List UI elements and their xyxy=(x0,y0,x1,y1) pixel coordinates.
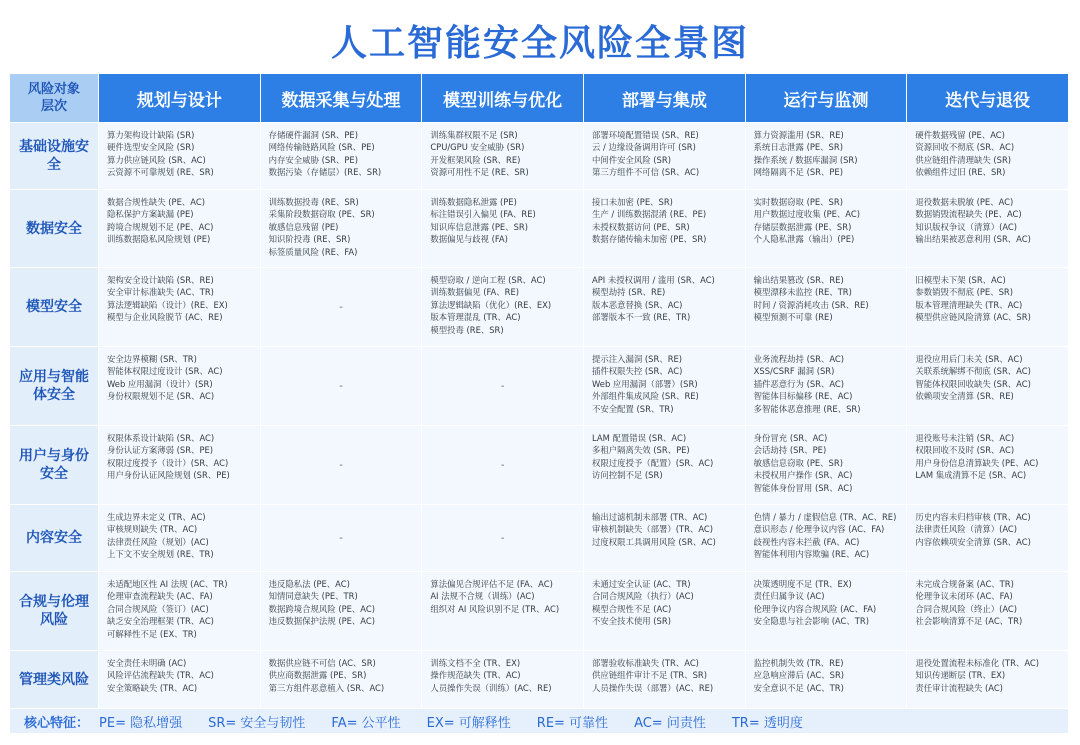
matrix-cell xyxy=(584,505,745,571)
risk-item: CPU/GPU 安全威胁 (SR) xyxy=(430,142,525,153)
risk-item: 用户数据过度收集 (PE、AC) xyxy=(753,209,860,220)
risk-item: 社会影响清算不足 (AC、TR) xyxy=(915,616,1023,627)
matrix-cell xyxy=(907,123,1068,189)
risk-item: 未适配地区性 AI 法规 (AC、TR) xyxy=(107,579,228,589)
risk-item: 退役账号未注销 (SR、AC) xyxy=(915,433,1015,443)
risk-item: 伦理争议未闭环 (AC、FA) xyxy=(915,591,1013,602)
risk-item: 资源可用性不足 (RE、SR) xyxy=(430,167,529,178)
risk-item: 责任归属争议 (AC) xyxy=(753,591,825,602)
risk-item: 安全审计标准缺失 (AC、TR) xyxy=(107,287,214,298)
risk-item: 上下文不安全规划 (RE、TR) xyxy=(107,549,214,560)
risk-item: 智能体权限回收缺失 (SR、AC) xyxy=(915,378,1031,389)
risk-item: 智能体目标偏移 (RE、AC) xyxy=(753,391,853,402)
risk-item: 采集阶段数据窃取 (PE、SR) xyxy=(268,209,375,220)
matrix-cell xyxy=(746,190,907,267)
risk-item: 模型合规性不足 (AC) xyxy=(592,603,672,614)
risk-item: 训练数据隐私泄露 (PE) xyxy=(430,197,517,207)
matrix-cell xyxy=(99,123,260,189)
corner-label-line2: 层次 xyxy=(40,99,67,114)
risk-item: 算力架构设计缺陷 (SR) xyxy=(107,130,195,140)
risk-item: 输出结果被恶意利用 (SR、AC) xyxy=(915,234,1031,245)
empty-marker: - xyxy=(339,301,343,313)
matrix-cell xyxy=(907,268,1068,346)
risk-item: 安全意识不足 (AC、TR) xyxy=(753,682,844,693)
risk-item: 训练数据隐私风险规划 (PE) xyxy=(107,234,211,245)
risk-item: 合同合规风险（执行）(AC) xyxy=(592,591,694,602)
matrix-cell xyxy=(584,190,745,267)
risk-item: 算力供应链风险 (SR、AC) xyxy=(107,154,206,165)
risk-item: 模型漂移未监控 (RE、TR) xyxy=(753,287,852,298)
legend-item: TR= 透明度 xyxy=(731,715,803,731)
risk-item: 时间 / 资源消耗攻击 (SR、RE) xyxy=(753,299,869,310)
risk-item: 部署版本不一致 (RE、TR) xyxy=(592,312,691,323)
matrix-cell xyxy=(746,347,907,425)
legend-label: 核心特征： xyxy=(24,715,90,731)
matrix-cell xyxy=(261,190,422,267)
risk-item: 身份权限规划不足 (SR、AC) xyxy=(107,391,215,402)
risk-item: 数据供应链不可信 (AC、SR) xyxy=(268,658,376,668)
row-header: 模型安全 xyxy=(10,268,98,346)
risk-item: 数据污染（存储层）(RE、SR) xyxy=(268,167,382,178)
risk-item: 生产 / 训练数据混淆 (RE、PE) xyxy=(592,209,707,220)
risk-item: 智能体身份冒用 (SR、AC) xyxy=(753,482,853,493)
matrix-cell xyxy=(422,347,583,425)
matrix-cell xyxy=(99,190,260,267)
risk-item: 供应链组件清理缺失 (SR) xyxy=(915,154,1012,165)
risk-item: 云资源不可靠规划 (RE、SR) xyxy=(107,167,214,178)
risk-item: 算力资源滥用 (SR、RE) xyxy=(753,130,844,140)
risk-item: 权限体系设计缺陷 (SR、AC) xyxy=(107,433,215,443)
matrix-cell xyxy=(584,651,745,708)
risk-item: 操作规范缺失 (TR、AC) xyxy=(430,670,521,681)
empty-marker: - xyxy=(500,380,505,392)
matrix-cell xyxy=(746,123,907,189)
matrix-cell xyxy=(99,268,260,346)
risk-item: 输出结果篡改 (SR、RE) xyxy=(753,275,844,285)
risk-item: 内容依赖项安全清算 (SR、AC) xyxy=(915,536,1031,547)
risk-item: 内存安全威胁 (SR、PE) xyxy=(268,154,358,165)
risk-item: 违反隐私法 (PE、AC) xyxy=(268,579,350,589)
matrix-cell xyxy=(422,651,583,708)
risk-item: 数据合规性缺失 (PE、AC) xyxy=(107,197,205,207)
risk-item: 未通过安全认证 (AC、TR) xyxy=(592,579,691,589)
risk-item: 提示注入漏洞 (SR、RE) xyxy=(592,354,683,364)
matrix-cell xyxy=(746,268,907,346)
risk-item: 退役处置流程未标准化 (TR、AC) xyxy=(915,658,1040,668)
page-title: 人工智能安全风险全景图 xyxy=(330,23,749,64)
risk-item: 训练数据投毒 (RE、SR) xyxy=(268,197,359,207)
risk-item: Web 应用漏洞（设计）(SR) xyxy=(107,378,213,389)
matrix-cell xyxy=(422,426,583,504)
risk-item: 审核机制缺失（部署）(TR、AC) xyxy=(592,524,714,535)
empty-marker: - xyxy=(500,459,505,471)
risk-item: AI 法规不合规（训练）(AC) xyxy=(430,591,535,602)
matrix-cell xyxy=(261,347,422,425)
risk-item: 依赖项安全清算 (SR、RE) xyxy=(915,391,1014,402)
risk-item: 缺乏安全治理框架 (TR、AC) xyxy=(107,616,214,627)
risk-item: 未授权数据访问 (PE、SR) xyxy=(592,221,690,232)
legend-item: RE= 可靠性 xyxy=(536,715,609,731)
risk-item: 业务流程劫持 (SR、AC) xyxy=(753,354,845,364)
risk-item: 架构安全设计缺陷 (SR、RE) xyxy=(107,275,214,285)
risk-item: 知识阶投毒 (RE、SR) xyxy=(268,234,351,245)
matrix-cell xyxy=(261,268,422,346)
risk-item: 色情 / 暴力 / 虚假信息 (TR、AC、RE) xyxy=(753,512,897,522)
row-header: 基础设施安全 xyxy=(10,123,98,189)
risk-item: 数据偏见与歧视 (FA) xyxy=(430,234,508,245)
risk-item: XSS/CSRF 漏洞 (SR) xyxy=(753,366,835,377)
matrix-cell xyxy=(99,505,260,571)
risk-item: 数据存储传输未加密 (PE、SR) xyxy=(592,234,707,245)
matrix-cell xyxy=(907,347,1068,425)
row-header: 用户与身份安全 xyxy=(10,426,98,504)
row-header: 合规与伦理风险 xyxy=(10,572,98,650)
risk-item: 版本管理清理缺失 (TR、AC) xyxy=(915,299,1023,310)
risk-item: 不安全技术使用 (SR) xyxy=(592,616,671,627)
matrix-cell xyxy=(584,123,745,189)
risk-item: 多租户隔离失效 (SR、PE) xyxy=(592,445,690,456)
risk-item: LAM 配置错误 (SR、AC) xyxy=(592,433,687,443)
risk-item: 人员操作失误（训练）(AC、RE) xyxy=(430,682,552,693)
risk-item: 个人隐私泄露（输出）(PE) xyxy=(753,234,855,245)
risk-item: 伦理审查流程缺失 (AC、FA) xyxy=(107,591,213,602)
matrix-cell xyxy=(584,347,745,425)
risk-item: 训练集群权限不足 (SR) xyxy=(430,130,518,140)
risk-item: 身份认证方案薄弱 (SR、PE) xyxy=(107,445,214,456)
matrix-cell xyxy=(261,426,422,504)
risk-matrix xyxy=(10,74,1068,708)
matrix-cell xyxy=(422,190,583,267)
risk-item: 用户身份认证风险规划 (SR、PE) xyxy=(107,470,230,481)
risk-item: 合同合规风险（签订）(AC) xyxy=(107,603,209,614)
matrix-cell xyxy=(422,123,583,189)
matrix-cell xyxy=(584,426,745,504)
matrix-cell xyxy=(261,505,422,571)
risk-item: 权限过度授予（设计）(SR、AC) xyxy=(107,457,229,468)
risk-item: 责任审计流程缺失 (AC) xyxy=(915,682,1003,693)
matrix-cell xyxy=(261,651,422,708)
risk-item: 知识库信息泄露 (PE、SR) xyxy=(430,221,529,232)
risk-item: 模型供应链风险清算 (AC、SR) xyxy=(915,312,1031,323)
matrix-cell xyxy=(261,123,422,189)
risk-item: 算法逻辑缺陷（设计）(RE、EX) xyxy=(107,299,228,310)
risk-item: 版本管理混乱 (TR、AC) xyxy=(430,312,521,323)
risk-item: 训练文档不全 (TR、EX) xyxy=(430,658,521,668)
matrix-cell xyxy=(584,572,745,650)
risk-item: 智能体权限过度设计 (SR、AC) xyxy=(107,366,223,377)
risk-item: 可解释性不足 (EX、TR) xyxy=(107,628,197,639)
matrix-cell xyxy=(261,572,422,650)
risk-item: 多智能体恶意推理 (RE、SR) xyxy=(753,403,861,414)
risk-item: 插件恶意行为 (SR、AC) xyxy=(753,378,845,389)
risk-item: 用户身份信息清算缺失 (PE、AC) xyxy=(915,457,1039,468)
risk-item: 身份冒充 (SR、AC) xyxy=(753,433,828,443)
risk-item: 知识传递断层 (TR、EX) xyxy=(915,670,1006,681)
column-header: 数据采集与处理 xyxy=(261,74,422,122)
column-header: 规划与设计 xyxy=(99,74,260,122)
risk-item: 歧视性内容未拦截 (FA、AC) xyxy=(753,536,860,547)
risk-item: 供应商数据泄露 (PE、SR) xyxy=(268,670,367,681)
risk-item: 不安全配置 (SR、TR) xyxy=(592,403,674,414)
matrix-cell xyxy=(584,268,745,346)
risk-item: 生成边界未定义 (TR、AC) xyxy=(107,512,206,522)
matrix-cell xyxy=(99,347,260,425)
risk-item: 智能体利用内容欺骗 (RE、AC) xyxy=(753,549,870,560)
risk-item: 接口未加密 (PE、SR) xyxy=(592,197,673,207)
risk-item: 硬件数据残留 (PE、AC) xyxy=(915,130,1005,140)
risk-item: 法律责任风险（规划）(AC) xyxy=(107,536,209,547)
risk-item: 供应链组件审计不足 (TR、SR) xyxy=(592,670,708,681)
matrix-cell xyxy=(746,651,907,708)
risk-item: 未完成合规备案 (AC、TR) xyxy=(915,579,1014,589)
risk-item: 历史内容未归档审核 (TR、AC) xyxy=(915,512,1031,522)
row-header: 管理类风险 xyxy=(10,651,98,708)
matrix-cell xyxy=(907,572,1068,650)
risk-item: 算法逻辑缺陷（优化）(RE、EX) xyxy=(430,299,552,310)
risk-item: 算法偏见合规评估不足 (FA、AC) xyxy=(430,579,553,589)
risk-item: 部署环境配置错误 (SR、RE) xyxy=(592,130,699,140)
empty-marker: - xyxy=(500,532,505,544)
empty-marker: - xyxy=(339,532,343,544)
risk-item: API 未授权调用 / 滥用 (SR、AC) xyxy=(592,275,715,285)
risk-item: 退役数据未脱敏 (PE、AC) xyxy=(915,197,1014,207)
risk-item: 版本恶意替换 (SR、AC) xyxy=(592,299,683,310)
risk-item: 模型与企业风险脱节 (AC、RE) xyxy=(107,312,223,323)
risk-item: 模型预测不可靠 (RE) xyxy=(753,312,833,323)
empty-marker: - xyxy=(339,459,343,471)
row-header: 应用与智能体安全 xyxy=(10,347,98,425)
risk-item: 审核规则缺失 (TR、AC) xyxy=(107,524,198,535)
risk-item: 组织对 AI 风险识别不足 (TR、AC) xyxy=(430,603,560,614)
risk-item: 知情同意缺失 (PE、TR) xyxy=(268,591,358,602)
risk-item: 标签质量风险 (RE、FA) xyxy=(268,246,358,257)
matrix-cell xyxy=(907,651,1068,708)
risk-item: 第三方组件恶意植入 (SR、AC) xyxy=(268,682,385,693)
risk-item: 退役应用后门未关 (SR、AC) xyxy=(915,354,1023,364)
matrix-cell xyxy=(422,572,583,650)
risk-item: 硬件选型安全风险 (SR) xyxy=(107,142,195,153)
column-header: 迭代与退役 xyxy=(907,74,1068,122)
matrix-cell xyxy=(746,426,907,504)
legend-item: FA= 公平性 xyxy=(331,715,401,731)
risk-item: 标注错误引入偏见 (FA、RE) xyxy=(430,209,536,220)
matrix-cell xyxy=(746,505,907,571)
matrix-cell xyxy=(907,426,1068,504)
risk-item: 访问控制不足 (SR) xyxy=(592,470,663,481)
matrix-cell xyxy=(746,572,907,650)
risk-item: Web 应用漏洞（部署）(SR) xyxy=(592,378,698,389)
column-header: 运行与监测 xyxy=(746,74,907,122)
risk-item: LAM 集成清算不足 (SR、AC) xyxy=(915,470,1027,481)
legend-item: EX= 可解释性 xyxy=(426,715,511,731)
risk-item: 未授权用户操作 (SR、AC) xyxy=(753,470,853,481)
risk-item: 知识版权争议（清算）(AC) xyxy=(915,221,1018,232)
risk-item: 安全隐患与社会影响 (AC、TR) xyxy=(753,616,869,627)
risk-item: 插件权限失控 (SR、AC) xyxy=(592,366,683,377)
risk-item: 隐私保护方案缺漏 (PE) xyxy=(107,209,194,220)
matrix-cell xyxy=(422,268,583,346)
risk-item: 开发框架风险 (SR、RE) xyxy=(430,154,521,165)
risk-item: 云 / 边缘设备调用许可 (SR) xyxy=(592,142,696,153)
column-header: 模型训练与优化 xyxy=(422,74,583,122)
risk-item: 数据跨境合规风险 (PE、AC) xyxy=(268,603,375,614)
row-header: 数据安全 xyxy=(10,190,98,267)
risk-item: 存储层数据泄露 (PE、SR) xyxy=(753,221,852,232)
risk-item: 风险评估流程缺失 (TR、AC) xyxy=(107,670,214,681)
risk-item: 模型劫持 (SR、RE) xyxy=(592,287,666,298)
column-header: 部署与集成 xyxy=(584,74,745,122)
risk-item: 法律责任风险（清算）(AC) xyxy=(915,524,1018,535)
risk-item: 旧模型未下架 (SR、AC) xyxy=(915,275,1006,285)
risk-item: 权限回收不及时 (SR、AC) xyxy=(915,445,1015,456)
risk-item: 安全边界模糊 (SR、TR) xyxy=(107,354,197,364)
risk-item: 安全责任未明确 (AC) xyxy=(107,658,187,668)
risk-item: 权限过度授予（配置）(SR、AC) xyxy=(592,457,714,468)
row-header: 内容安全 xyxy=(10,505,98,571)
risk-item: 人员操作失误（部署）(AC、RE) xyxy=(592,682,714,693)
risk-item: 决策透明度不足 (TR、EX) xyxy=(753,579,852,589)
risk-item: 输出过滤机制未部署 (TR、AC) xyxy=(592,512,708,522)
risk-item: 伦理争议内容合规风险 (AC、FA) xyxy=(753,603,877,614)
risk-item: 数据销毁流程缺失 (PE、AC) xyxy=(915,209,1022,220)
risk-item: 网络传输链路风险 (SR、PE) xyxy=(268,142,375,153)
risk-item: 依赖组件过旧 (RE、SR) xyxy=(915,167,1006,178)
risk-item: 违反数据保护法规 (PE、AC) xyxy=(268,616,375,627)
matrix-cell xyxy=(907,505,1068,571)
risk-item: 训练数据偏见 (FA、RE) xyxy=(430,287,520,298)
risk-item: 意识形态 / 伦理争议内容 (AC、FA) xyxy=(753,524,885,535)
risk-item: 外部组件集成风险 (SR、RE) xyxy=(592,391,699,402)
risk-item: 关联系统解绑不彻底 (SR、AC) xyxy=(915,366,1031,377)
risk-item: 敏感信息窃取 (PE、SR) xyxy=(753,457,843,468)
matrix-cell xyxy=(907,190,1068,267)
legend-item: SR= 安全与韧性 xyxy=(208,715,306,731)
matrix-cell xyxy=(99,426,260,504)
risk-item: 部署验收标准缺失 (TR、AC) xyxy=(592,658,699,668)
risk-item: 安全策略缺失 (TR、AC) xyxy=(107,682,198,693)
risk-item: 资源回收不彻底 (SR、AC) xyxy=(915,142,1015,153)
legend-item: AC= 问责性 xyxy=(634,715,706,731)
corner-label-line1: 风险对象 xyxy=(27,82,80,97)
risk-item: 会话劫持 (SR、PE) xyxy=(753,445,827,456)
risk-item: 监控机制失效 (TR、RE) xyxy=(753,658,844,668)
legend-item: PE= 隐私增强 xyxy=(99,715,183,731)
risk-item: 中间件安全风险 (SR) xyxy=(592,154,671,165)
risk-item: 过度权限工具调用风险 (SR、AC) xyxy=(592,536,716,547)
risk-item: 操作系统 / 数据库漏洞 (SR) xyxy=(753,154,858,165)
corner-header xyxy=(10,74,98,122)
risk-item: 第三方组件不可信 (SR、AC) xyxy=(592,167,700,178)
risk-item: 系统日志泄露 (PE、SR) xyxy=(753,142,843,153)
matrix-cell xyxy=(99,572,260,650)
risk-item: 跨境合规规划不足 (PE、AC) xyxy=(107,221,214,232)
risk-item: 参数销毁不彻底 (PE、SR) xyxy=(915,287,1014,298)
legend-bar xyxy=(10,709,1068,733)
matrix-cell xyxy=(99,651,260,708)
empty-marker: - xyxy=(339,380,343,392)
risk-item: 存储硬件漏洞 (SR、PE) xyxy=(268,130,358,140)
risk-item: 模型投毒 (RE、SR) xyxy=(430,324,504,335)
risk-item: 合同合规风险（终止）(AC) xyxy=(915,603,1018,614)
risk-item: 实时数据窃取 (PE、SR) xyxy=(753,197,843,207)
risk-item: 模型窃取 / 逆向工程 (SR、AC) xyxy=(430,275,546,285)
risk-item: 网络隔离不足 (SR、PE) xyxy=(753,167,843,178)
risk-item: 敏感信息残留 (PE) xyxy=(268,221,339,232)
matrix-cell xyxy=(422,505,583,571)
risk-item: 应急响应滞后 (AC、SR) xyxy=(753,670,845,681)
